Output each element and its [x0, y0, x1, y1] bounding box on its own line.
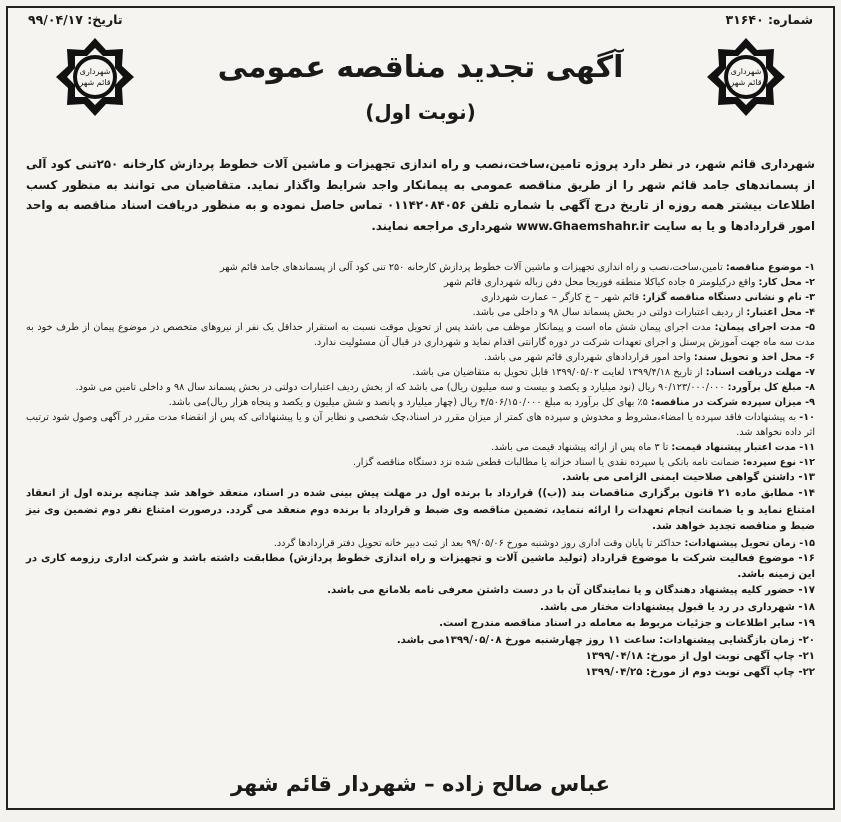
condition-text: موضوع فعالیت شرکت با موضوع قرارداد (تولید ماشین آلات و تجهیزات و راه اندازی خطوط پردازش) مطابقت داشته باشد و شرکت اداری رزومه کاری در این زمینه باشد.: [26, 552, 815, 581]
condition-text: قائم شهر – خ کارگر – عمارت شهرداری: [481, 292, 643, 303]
condition-text: ۹۰/۱۲۳/۰۰۰/۰۰۰ ریال (نود میلیارد و یکصد و بیست و سه میلیون ریال) می باشد که از بخش ردیف اعتبارات دولتی در بخش پسماند سال ۹۸ و داخلی تامین می شود.: [75, 382, 728, 393]
condition-label: ۹- میزان سپرده شرکت در مناقصه:: [650, 397, 815, 408]
svg-text:شهرداری: شهرداری: [730, 67, 762, 76]
condition-item: [26, 633, 815, 649]
municipality-logo-left: [54, 36, 136, 118]
condition-item: [26, 290, 815, 305]
condition-text: واحد امور قراردادهای شهرداری قائم شهر می باشد.: [483, 352, 694, 363]
condition-item: [26, 649, 815, 665]
condition-text: تامین،ساخت،نصب و راه اندازی تجهیزات و ماشین آلات خطوط پردازش کارخانه ۲۵۰ تنی کود آلی از پسماندهای جامد قائم شهر: [219, 262, 726, 273]
conditions-list: [26, 260, 815, 682]
municipality-seal-icon: [54, 36, 136, 118]
svg-text:قائم شهر: قائم شهر: [730, 78, 762, 87]
condition-text: مدت اجرای پیمان شش ماه است و پیمانکار موظف می باشد پس از تحویل موقت نسبت به استقرار حداقل یک نفر از نیروهای متخصص در موضوع پیمان از طرف خود به مدت سه ماه جهت آموزش پرسنل و اجرای تعهدات شرکت در دوره گارانتی اقدام نماید و شهرداری در قبال آن مسئولیت ندارد.: [26, 322, 815, 348]
condition-item: [26, 365, 815, 380]
condition-label: ۱۵- زمان تحویل پیشنهادات:: [684, 537, 815, 549]
tender-notice: [6, 6, 835, 810]
condition-item: [26, 350, 815, 365]
condition-text: حضور کلیه پیشنهاد دهندگان و یا نمایندگان آن با در دست داشتن معرفی نامه بلامانع می باشد.: [327, 585, 799, 597]
condition-item: [26, 320, 815, 350]
condition-label: ۱۸-: [798, 601, 815, 613]
svg-text:قائم شهر: قائم شهر: [79, 78, 111, 87]
notice-date: تاریخ: ۹۹/۰۴/۱۷: [28, 12, 123, 27]
condition-item: [26, 600, 815, 616]
notice-subtitle: (نوبت اول): [365, 100, 476, 124]
condition-text: داشتن گواهی صلاحیت ایمنی الزامی می باشد.: [561, 472, 799, 483]
condition-label: ۲۱-: [798, 651, 815, 663]
condition-text: واقع درکیلومتر ۵ جاده کیاکلا منطقه فوریجا محل دفن زباله شهرداری قائم شهر: [444, 277, 759, 288]
condition-label: ۲- محل کار:: [758, 277, 815, 288]
condition-item: [26, 395, 815, 410]
condition-item: [26, 455, 815, 470]
condition-text: از ردیف اعتبارات دولتی در بخش پسماند سال ۹۸ و داخلی می باشد.: [472, 307, 747, 318]
condition-text: ضمانت نامه بانکی یا سپرده نقدی یا اسناد خزانه یا مطالبات قطعی شده نزد دستگاه مناقصه گزار.: [353, 457, 743, 468]
condition-item: [26, 260, 815, 275]
condition-text: مطابق ماده ۲۱ قانون برگزاری مناقصات بند ((ب)) قرارداد با برنده اول در مهلت پیش بینی شده در اسناد، منعقد خواهد شد چنانچه برنده اول از انعقاد امتناع نماید و یا ضمانت انجام تعهدات را ارائه ننماید، تضمین مناقصه وی ضبط و قرارداد با برنده دوم منعقد می گردد. درصورت امتناع نفر دوم تضمین وی نیز ضبط و مناقصه تجدید خواهد شد.: [26, 488, 815, 533]
condition-label: ۵- مدت اجرای پیمان:: [714, 322, 815, 333]
header-line: [28, 12, 813, 30]
condition-label: ۱۶-: [798, 552, 815, 564]
municipality-logo-right: [705, 36, 787, 118]
notice-title: آگهی تجدید مناقصه عمومی: [217, 50, 624, 85]
condition-item: [26, 410, 815, 440]
condition-text: ۵٪ بهای کل برآورد به مبلغ ۴/۵۰۶/۱۵۰/۰۰۰ ریال (چهار میلیارد و پانصد و شش میلیون و یکصد و پنجاه هزار ریال)می باشد.: [168, 397, 651, 408]
mayor-signature: عباس صالح زاده – شهردار قائم شهر: [230, 772, 610, 796]
condition-text: تا ۳ ماه پس از ارائه پیشنهاد قیمت می باشد.: [491, 442, 672, 453]
condition-item: [26, 470, 815, 486]
condition-label: ۴- محل اعتبار:: [746, 307, 815, 318]
condition-label: ۱- موضوع مناقصه:: [725, 262, 815, 273]
svg-text:شهرداری: شهرداری: [79, 67, 111, 76]
condition-item: [26, 665, 815, 681]
condition-item: [26, 305, 815, 320]
condition-item: [26, 583, 815, 599]
condition-item: [26, 536, 815, 551]
condition-label: ۳- نام و نشانی دستگاه مناقصه گزار:: [642, 292, 815, 303]
condition-item: [26, 486, 815, 535]
condition-label: ۲۲-: [798, 667, 815, 679]
condition-text: چاپ آگهی نوبت دوم از مورخ: ۱۳۹۹/۰۴/۲۵: [585, 667, 799, 679]
condition-label: ۱۲- نوع سپرده:: [742, 457, 815, 468]
condition-text: چاپ آگهی نوبت اول از مورخ: ۱۳۹۹/۰۴/۱۸: [585, 651, 799, 663]
condition-text: حداکثر تا پایان وقت اداری روز دوشنبه مورخ ۹۹/۰۵/۰۶ بعد از ثبت دبیر خانه تحویل دفتر قراردادها گردد.: [273, 537, 685, 549]
condition-label: ۷- مهلت دریافت اسناد:: [705, 367, 815, 378]
condition-text: از تاریخ ۱۳۹۹/۴/۱۸ لغایت ۱۳۹۹/۰۵/۰۲ قابل تحویل به متقاضیان می باشد.: [412, 367, 706, 378]
condition-text: زمان بازگشایی پیشنهادات: ساعت ۱۱ روز چهارشنبه مورخ ۱۳۹۹/۰۵/۰۸می باشد.: [396, 634, 799, 646]
municipality-seal-icon: [705, 36, 787, 118]
condition-label: ۲۰-: [798, 634, 815, 646]
condition-item: [26, 275, 815, 290]
condition-label: ۱۷-: [798, 585, 815, 597]
condition-label: ۱۴-: [798, 488, 815, 500]
condition-text: شهرداری در رد یا قبول پیشنهادات مختار می باشد.: [539, 601, 799, 613]
condition-text: به پیشنهادات فاقد سپرده یا امضاء،مشروط و مخدوش و سپرده های کمتر از میزان مقرر در اسناد،چک شخصی و نظایر آن و یا پیشنهاداتی که پس از انقضاء مدت مقرر در آگهی وصول شود ترتیب اثر داده نخواهد شد.: [26, 412, 815, 438]
condition-text: سایر اطلاعات و جزئیات مربوط به معامله در اسناد مناقصه مندرج است.: [439, 618, 799, 630]
condition-item: [26, 380, 815, 395]
condition-item: [26, 616, 815, 632]
condition-item: [26, 440, 815, 455]
condition-label: ۸- مبلغ کل برآورد:: [727, 382, 815, 393]
notice-number: شماره: ۳۱۶۴۰: [725, 12, 813, 27]
condition-label: ۱۱- مدت اعتبار پیشنهاد قیمت:: [671, 442, 815, 453]
condition-item: [26, 551, 815, 584]
condition-label: ۱۹-: [798, 618, 815, 630]
condition-label: ۱۰-: [799, 412, 815, 423]
condition-label: ۶- محل اخذ و تحویل سند:: [693, 352, 815, 363]
condition-label: ۱۳-: [798, 472, 815, 483]
intro-paragraph: شهرداری قائم شهر، در نظر دارد پروژه تامین،ساخت،نصب و راه اندازی تجهیزات و ماشین آلات خطوط پردازش کارخانه ۲۵۰تنی کود آلی از پسماندهای جامد قائم شهر را از طریق مناقصه عمومی به پیمانکار واجد شرایط واگذار نماید. متقاضیان می توانند به منظور کسب اطلاعات بیشتر همه روزه از تاریخ درج آگهی با شماره تلفن ۰۱۱۴۲۰۸۴۰۵۶ تماس حاصل نموده و به منظور دریافت اسناد مناقصه به واحد امور قراردادها و یا به سایت www.Ghaemshahr.ir شهرداری مراجعه نمایند.: [26, 157, 815, 233]
